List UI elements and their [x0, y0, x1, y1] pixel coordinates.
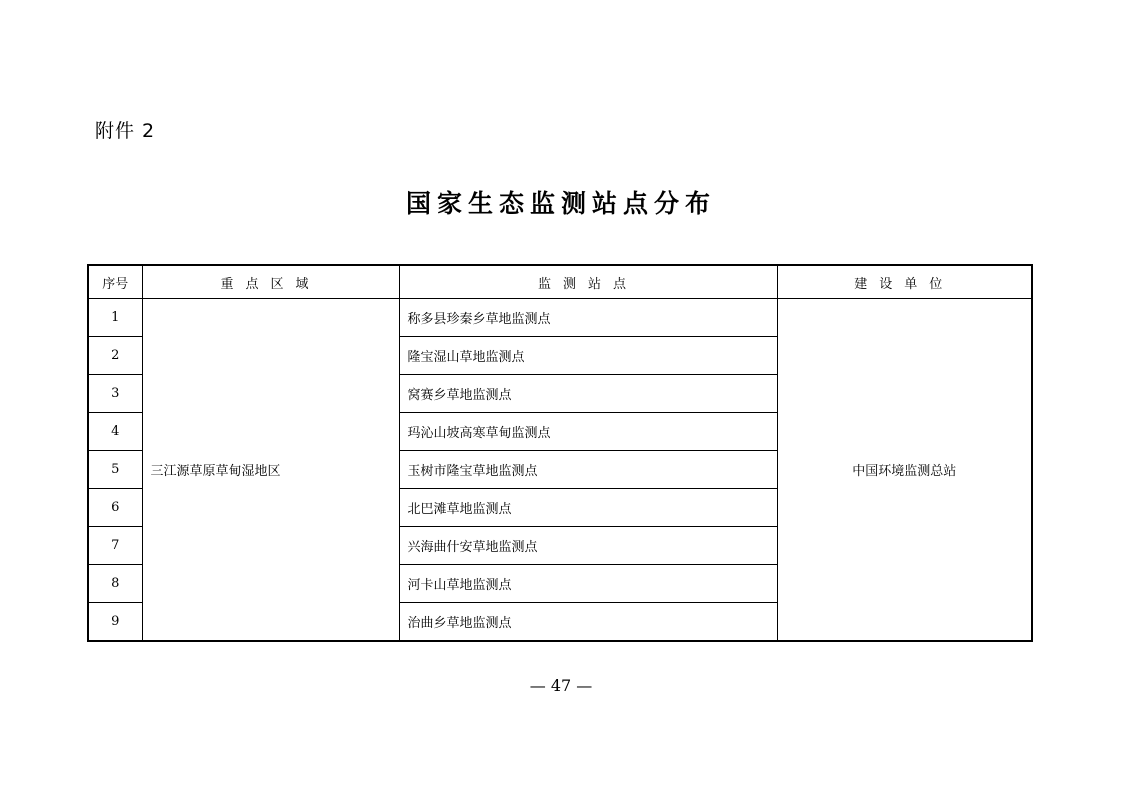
station-cell: 玉树市隆宝草地监测点 [399, 451, 777, 489]
column-header-unit: 建设单位 [777, 265, 1032, 299]
page-title: 国家生态监测站点分布 [405, 189, 716, 218]
table-header-row [88, 265, 1032, 299]
column-header-station: 监测站点 [399, 265, 777, 299]
row-seq: 2 [88, 337, 142, 375]
row-seq: 3 [88, 375, 142, 413]
page-number: — 47 — [529, 676, 593, 695]
attachment-label: 附件 2 [95, 120, 156, 142]
row-seq: 7 [88, 527, 142, 565]
station-cell: 北巴滩草地监测点 [399, 489, 777, 527]
station-cell: 兴海曲什安草地监测点 [399, 527, 777, 565]
region-cell: 三江源草原草甸湿地区 [142, 299, 399, 642]
table-row [88, 299, 1032, 337]
unit-cell: 中国环境监测总站 [777, 299, 1032, 642]
station-cell: 称多县珍秦乡草地监测点 [399, 299, 777, 337]
column-header-seq: 序号 [88, 265, 142, 299]
column-header-region: 重点区域 [142, 265, 399, 299]
row-seq: 8 [88, 565, 142, 603]
station-cell: 玛沁山坡高寒草甸监测点 [399, 413, 777, 451]
row-seq: 1 [88, 299, 142, 337]
station-cell: 窝赛乡草地监测点 [399, 375, 777, 413]
station-table [87, 264, 1033, 642]
station-cell: 河卡山草地监测点 [399, 565, 777, 603]
row-seq: 9 [88, 603, 142, 642]
station-cell: 隆宝湿山草地监测点 [399, 337, 777, 375]
row-seq: 6 [88, 489, 142, 527]
row-seq: 4 [88, 413, 142, 451]
station-cell: 治曲乡草地监测点 [399, 603, 777, 642]
row-seq: 5 [88, 451, 142, 489]
